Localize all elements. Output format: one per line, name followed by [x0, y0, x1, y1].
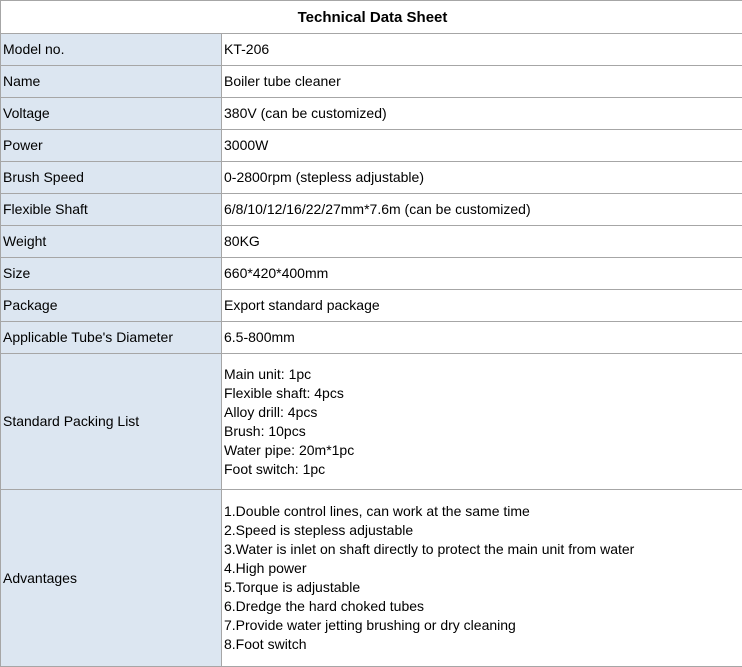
spec-value: 3000W [222, 130, 742, 162]
spec-row-size [1, 258, 742, 290]
packing-item: Alloy drill: 4pcs [224, 403, 742, 422]
spec-label: Flexible Shaft [1, 194, 222, 226]
advantage-item: 5.Torque is adjustable [224, 578, 742, 597]
packing-list [222, 354, 742, 490]
spec-value: Export standard package [222, 290, 742, 322]
spec-label: Brush Speed [1, 162, 222, 194]
advantage-item: 7.Provide water jetting brushing or dry cleaning [224, 616, 742, 635]
sheet-title: Technical Data Sheet [1, 1, 742, 34]
spec-value: 660*420*400mm [222, 258, 742, 290]
spec-value: 6/8/10/12/16/22/27mm*7.6m (can be customized) [222, 194, 742, 226]
spec-value: 380V (can be customized) [222, 98, 742, 130]
spec-row-package [1, 290, 742, 322]
packing-item: Flexible shaft: 4pcs [224, 384, 742, 403]
packing-item: Foot switch: 1pc [224, 460, 742, 479]
advantage-item: 4.High power [224, 559, 742, 578]
spec-value: 0-2800rpm (stepless adjustable) [222, 162, 742, 194]
title-row [1, 1, 742, 34]
spec-row-power [1, 130, 742, 162]
spec-row-model [1, 34, 742, 66]
spec-value: Boiler tube cleaner [222, 66, 742, 98]
advantage-item: 1.Double control lines, can work at the same time [224, 502, 742, 521]
packing-item: Water pipe: 20m*1pc [224, 441, 742, 460]
spec-value: KT-206 [222, 34, 742, 66]
spec-row-name [1, 66, 742, 98]
spec-value: 6.5-800mm [222, 322, 742, 354]
spec-label: Voltage [1, 98, 222, 130]
spec-label: Name [1, 66, 222, 98]
spec-label: Advantages [1, 490, 222, 667]
spec-label: Applicable Tube's Diameter [1, 322, 222, 354]
spec-label: Model no. [1, 34, 222, 66]
packing-item: Main unit: 1pc [224, 365, 742, 384]
spec-label: Size [1, 258, 222, 290]
spec-label: Standard Packing List [1, 354, 222, 490]
spec-row-packing-list [1, 354, 742, 490]
packing-item: Brush: 10pcs [224, 422, 742, 441]
advantage-item: 3.Water is inlet on shaft directly to protect the main unit from water [224, 540, 742, 559]
advantages-list [222, 490, 742, 667]
spec-label: Package [1, 290, 222, 322]
advantage-item: 2.Speed is stepless adjustable [224, 521, 742, 540]
spec-row-flexible-shaft [1, 194, 742, 226]
spec-label: Weight [1, 226, 222, 258]
spec-label: Power [1, 130, 222, 162]
spec-row-weight [1, 226, 742, 258]
spec-row-tube-diameter [1, 322, 742, 354]
advantage-item: 6.Dredge the hard choked tubes [224, 597, 742, 616]
spec-row-advantages [1, 490, 742, 667]
advantage-item: 8.Foot switch [224, 635, 742, 654]
spec-row-voltage [1, 98, 742, 130]
spec-row-brush-speed [1, 162, 742, 194]
spec-value: 80KG [222, 226, 742, 258]
